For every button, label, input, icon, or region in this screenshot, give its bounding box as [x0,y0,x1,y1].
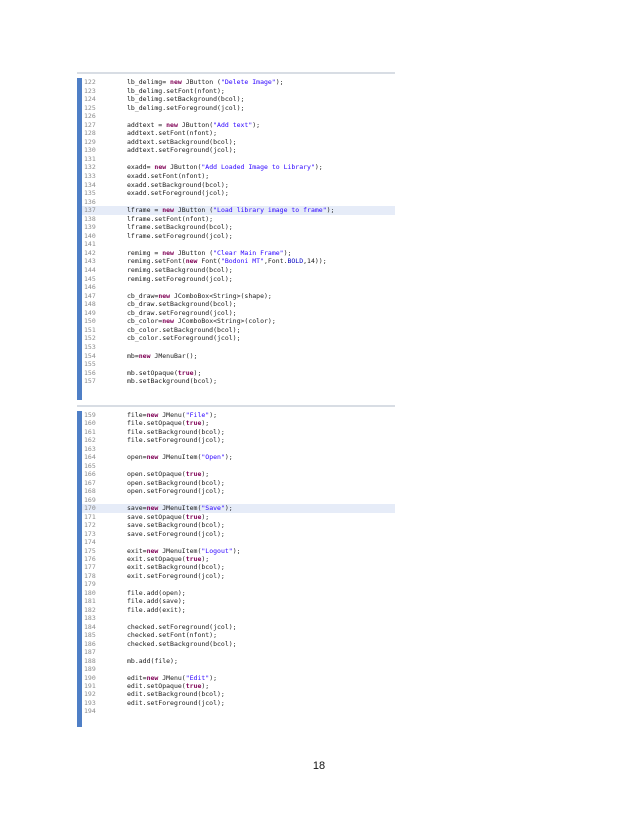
code-line [82,292,395,301]
code-line [82,682,395,690]
code-text: lb_delimg.setBackground(bcol); [127,95,245,104]
code-text: remimg = new JButton ("Clear Main Frame"); [127,248,292,257]
line-number: 156 [84,368,96,377]
line-number: 139 [84,223,96,232]
line-number: 169 [84,495,96,504]
line-number: 167 [84,478,96,487]
code-line [82,640,395,648]
code-line [82,95,395,104]
code-line [82,631,395,639]
line-number: 132 [84,163,96,172]
code-text: mb.setOpaque(true); [127,368,202,377]
code-text: lframe.setFont(nfont); [127,214,214,223]
line-number: 181 [84,597,96,606]
line-number: 173 [84,529,96,538]
line-number: 163 [84,444,96,453]
code-text: checked.setFont(nfont); [127,631,218,640]
line-number: 135 [84,189,96,198]
line-number: 171 [84,512,96,521]
code-text: exadd.setBackground(bcol); [127,180,229,189]
line-number: 183 [84,614,96,623]
line-number: 138 [84,214,96,223]
code-line [82,300,395,309]
line-number: 147 [84,291,96,300]
line-number: 122 [84,78,96,86]
code-line [82,206,395,215]
line-number: 133 [84,172,96,181]
code-line [82,309,395,318]
line-number: 128 [84,129,96,138]
code-text: edit.setForeground(jcol); [127,698,225,707]
code-text: mb=new JMenuBar(); [127,351,198,360]
code-line [82,266,395,275]
code-text: save.setBackground(bcol); [127,521,225,530]
code-line [82,496,395,504]
code-text: edit=new JMenu("Edit"); [127,673,218,682]
line-number: 136 [84,197,96,206]
code-text: cb_draw.setBackground(bcol); [127,300,237,309]
line-number: 191 [84,682,96,690]
code-text: remimg.setForeground(jcol); [127,274,233,283]
code-line [82,445,395,453]
line-number: 177 [84,563,96,572]
line-number: 124 [84,95,96,104]
code-text: cb_draw.setForeground(jcol); [127,308,237,317]
line-number: 154 [84,351,96,360]
code-line [82,665,395,673]
code-text: open.setForeground(jcol); [127,487,225,496]
code-text: edit.setBackground(bcol); [127,690,225,699]
line-number: 148 [84,300,96,309]
line-number: 161 [84,427,96,436]
code-line [82,538,395,546]
code-text: lframe = new JButton ("Load library image to frame"); [127,206,335,215]
code-text: checked.setForeground(jcol); [127,622,237,631]
code-text: open.setOpaque(true); [127,470,210,479]
code-line [82,155,395,164]
code-line [82,597,395,605]
code-text: lb_delimg.setFont(nfont); [127,86,225,95]
code-text: file.add(exit); [127,605,186,614]
code-text: lb_delimg= new JButton ("Delete Image"); [127,78,284,86]
code-line [82,648,395,656]
code-text: exit.setBackground(bcol); [127,563,225,572]
code-text: save.setOpaque(true); [127,512,210,521]
code-line [82,470,395,478]
code-line [82,146,395,155]
code-text: exit=new JMenuItem("Logout"); [127,546,241,555]
code-text: lb_delimg.setForeground(jcol); [127,103,245,112]
code-line [82,283,395,292]
code-line [82,572,395,580]
code-line [82,563,395,571]
code-text: file.setForeground(jcol); [127,436,225,445]
line-number: 186 [84,639,96,648]
line-number: 127 [84,120,96,129]
line-number: 175 [84,546,96,555]
code-line [82,360,395,369]
line-number: 149 [84,308,96,317]
code-line [82,674,395,682]
line-number: 187 [84,648,96,657]
line-number: 153 [84,342,96,351]
line-number: 166 [84,470,96,479]
code-line [82,606,395,614]
code-text: save=new JMenuItem("Save"); [127,504,233,513]
code-text: exadd.setForeground(jcol); [127,189,229,198]
line-number: 146 [84,283,96,292]
line-number: 182 [84,605,96,614]
code-line [82,138,395,147]
line-number: 143 [84,257,96,266]
code-line [82,343,395,352]
line-number: 125 [84,103,96,112]
code-line [82,334,395,343]
code-text: addtext.setFont(nfont); [127,129,218,138]
code-line [82,215,395,224]
code-line [82,369,395,378]
code-text: mb.add(file); [127,656,178,665]
line-number: 194 [84,707,96,716]
line-number: 141 [84,240,96,249]
code-line [82,232,395,241]
line-number: 150 [84,317,96,326]
code-line [82,121,395,130]
line-number: 193 [84,698,96,707]
code-text: checked.setBackground(bcol); [127,639,237,648]
code-line [82,352,395,361]
code-line [82,172,395,181]
code-screenshot-bottom [77,405,395,727]
code-line [82,377,395,386]
line-number: 168 [84,487,96,496]
code-text: remimg.setFont(new Font("Bodoni MT",Font.BOLD,14)); [127,257,327,266]
line-number: 159 [84,411,96,419]
line-number: 189 [84,665,96,674]
code-line [82,453,395,461]
line-number: 152 [84,334,96,343]
code-lines [82,411,395,716]
code-line [82,223,395,232]
code-text: lframe.setBackground(bcol); [127,223,233,232]
line-number: 144 [84,266,96,275]
code-line [82,181,395,190]
line-number: 129 [84,137,96,146]
code-line [82,530,395,538]
line-number: 162 [84,436,96,445]
code-line [82,240,395,249]
line-number: 174 [84,538,96,547]
code-line [82,555,395,563]
code-line [82,479,395,487]
code-text: exit.setForeground(jcol); [127,571,225,580]
code-text: remimg.setBackground(bcol); [127,266,233,275]
code-line [82,462,395,470]
code-text: lframe.setForeground(jcol); [127,231,233,240]
code-line [82,589,395,597]
code-text: exadd.setFont(nfont); [127,172,210,181]
code-line [82,419,395,427]
line-number: 172 [84,521,96,530]
line-number: 123 [84,86,96,95]
line-number: 184 [84,622,96,631]
line-number: 178 [84,571,96,580]
line-number: 170 [84,504,96,513]
code-line [82,275,395,284]
code-text: cb_draw=new JComboBox<String>(shape); [127,291,272,300]
line-number: 180 [84,588,96,597]
code-line [82,78,395,87]
code-lines [82,78,395,386]
code-text: file.setOpaque(true); [127,419,210,428]
code-line [82,623,395,631]
code-line [82,87,395,96]
line-number: 140 [84,231,96,240]
code-text: save.setForeground(jcol); [127,529,225,538]
line-number: 155 [84,360,96,369]
code-line [82,614,395,622]
line-number: 131 [84,154,96,163]
code-text: mb.setBackground(bcol); [127,377,218,386]
line-number: 176 [84,554,96,563]
code-line [82,547,395,555]
line-number: 151 [84,325,96,334]
line-number: 192 [84,690,96,699]
line-number: 160 [84,419,96,428]
page-number: 18 [312,760,326,772]
code-line [82,189,395,198]
code-text: exit.setOpaque(true); [127,554,210,563]
code-line [82,504,395,512]
code-text: addtext.setBackground(bcol); [127,137,237,146]
code-line [82,699,395,707]
line-number: 185 [84,631,96,640]
code-text: addtext = new JButton("Add text"); [127,120,261,129]
line-number: 145 [84,274,96,283]
code-line [82,257,395,266]
code-line [82,521,395,529]
line-number: 142 [84,248,96,257]
line-number: 126 [84,112,96,121]
code-line [82,112,395,121]
line-number: 157 [84,377,96,386]
line-number: 130 [84,146,96,155]
line-number: 188 [84,656,96,665]
line-number: 134 [84,180,96,189]
code-line [82,513,395,521]
code-text: cb_color=new JComboBox<String>(color); [127,317,276,326]
code-line [82,690,395,698]
line-number: 164 [84,453,96,462]
line-number: 165 [84,461,96,470]
code-text: file.add(save); [127,597,186,606]
line-number: 190 [84,673,96,682]
code-line [82,428,395,436]
code-screenshot-top [77,72,395,400]
code-line [82,411,395,419]
code-text: open.setBackground(bcol); [127,478,225,487]
code-line [82,436,395,444]
code-line [82,580,395,588]
code-text: edit.setOpaque(true); [127,682,210,690]
code-text: file.add(open); [127,588,186,597]
code-text: open=new JMenuItem("Open"); [127,453,233,462]
code-text: cb_color.setBackground(bcol); [127,325,241,334]
code-line [82,657,395,665]
code-text: cb_color.setForeground(jcol); [127,334,241,343]
line-number: 137 [84,206,96,215]
code-text: exadd= new JButton("Add Loaded Image to Library"); [127,163,323,172]
code-line [82,249,395,258]
code-line [82,129,395,138]
code-text: file=new JMenu("File"); [127,411,218,419]
code-line [82,104,395,113]
code-line [82,707,395,715]
code-line [82,487,395,495]
line-number: 179 [84,580,96,589]
code-line [82,317,395,326]
code-line [82,198,395,207]
code-line [82,326,395,335]
code-text: file.setBackground(bcol); [127,427,225,436]
code-line [82,163,395,172]
code-text: addtext.setForeground(jcol); [127,146,237,155]
